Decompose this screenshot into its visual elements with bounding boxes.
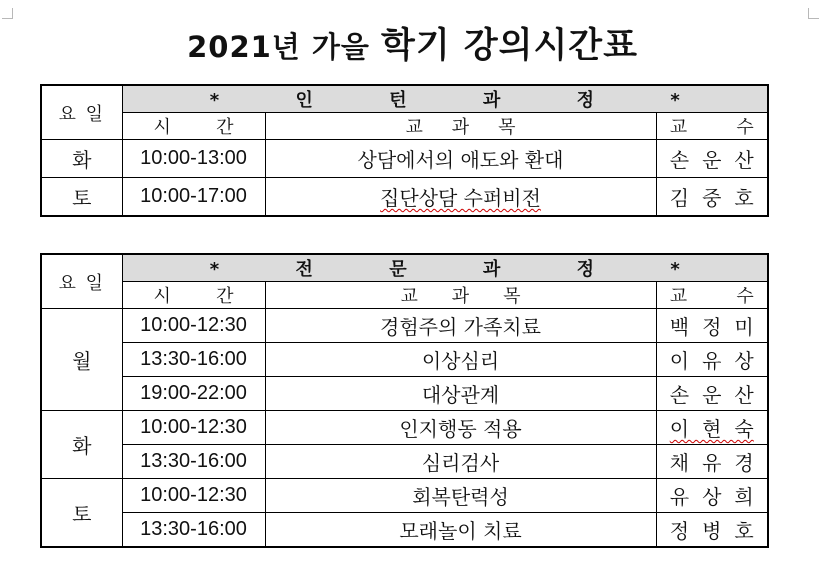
professor-cell: 백 정 미 xyxy=(656,309,768,343)
course-cell: 집단상담 수퍼비전 xyxy=(265,178,656,216)
table-row xyxy=(41,377,768,411)
professor-cell: 유 상 희 xyxy=(656,479,768,513)
specialist-schedule-table xyxy=(40,253,769,548)
course-cell: 대상관계 xyxy=(265,377,656,411)
program-title: * 전 문 과 정 * xyxy=(209,259,680,280)
course-cell: 이상심리 xyxy=(265,343,656,377)
professor-cell: 손 운 산 xyxy=(656,377,768,411)
table-row xyxy=(41,178,768,216)
professor-cell: 정 병 호 xyxy=(656,513,768,547)
course-cell: 상담에서의 애도와 환대 xyxy=(265,140,656,178)
course-cell: 심리검사 xyxy=(265,445,656,479)
day-cell: 토 xyxy=(41,178,122,216)
day-cell: 토 xyxy=(41,479,122,547)
course-header: 교 과 목 xyxy=(265,113,656,140)
time-cell: 19:00-22:00 xyxy=(122,377,265,411)
course-cell: 경험주의 가족치료 xyxy=(265,309,656,343)
course-cell: 모래놀이 치료 xyxy=(265,513,656,547)
program-title: * 인 턴 과 정 * xyxy=(209,90,680,111)
course-cell: 인지행동 적용 xyxy=(265,411,656,445)
professor-header: 교 수 xyxy=(656,113,768,140)
time-cell: 13:30-16:00 xyxy=(122,343,265,377)
table-row xyxy=(41,513,768,547)
day-cell: 월 xyxy=(41,309,122,411)
professor-header: 교 수 xyxy=(656,282,768,309)
intern-schedule-table xyxy=(40,84,769,217)
professor-cell: 이 유 상 xyxy=(656,343,768,377)
time-cell: 10:00-12:30 xyxy=(122,309,265,343)
day-cell: 화 xyxy=(41,140,122,178)
title-main: 학기 강의시간표 xyxy=(381,26,638,66)
course-header: 교 과 목 xyxy=(265,282,656,309)
course-cell: 회복탄력성 xyxy=(265,479,656,513)
time-header: 시 간 xyxy=(122,282,265,309)
table-row xyxy=(41,445,768,479)
table-row xyxy=(41,479,768,513)
time-cell: 13:30-16:00 xyxy=(122,513,265,547)
time-cell: 10:00-12:30 xyxy=(122,479,265,513)
time-cell: 13:30-16:00 xyxy=(122,445,265,479)
time-cell: 10:00-13:00 xyxy=(122,140,265,178)
professor-cell: 김 중 호 xyxy=(656,178,768,216)
professor-cell: 이 현 숙 xyxy=(656,411,768,445)
day-header: 요 일 xyxy=(41,254,122,309)
day-cell: 화 xyxy=(41,411,122,479)
table-row xyxy=(41,343,768,377)
page-title xyxy=(0,18,825,68)
time-header: 시 간 xyxy=(122,113,265,140)
title-prefix: 2021년 가을 xyxy=(187,30,382,64)
time-cell: 10:00-17:00 xyxy=(122,178,265,216)
program-title-header xyxy=(122,254,768,282)
professor-cell: 손 운 산 xyxy=(656,140,768,178)
time-cell: 10:00-12:30 xyxy=(122,411,265,445)
day-header: 요 일 xyxy=(41,85,122,140)
professor-cell: 채 유 경 xyxy=(656,445,768,479)
table-row xyxy=(41,140,768,178)
program-title-header xyxy=(122,85,768,113)
table-row xyxy=(41,411,768,445)
table-row xyxy=(41,309,768,343)
